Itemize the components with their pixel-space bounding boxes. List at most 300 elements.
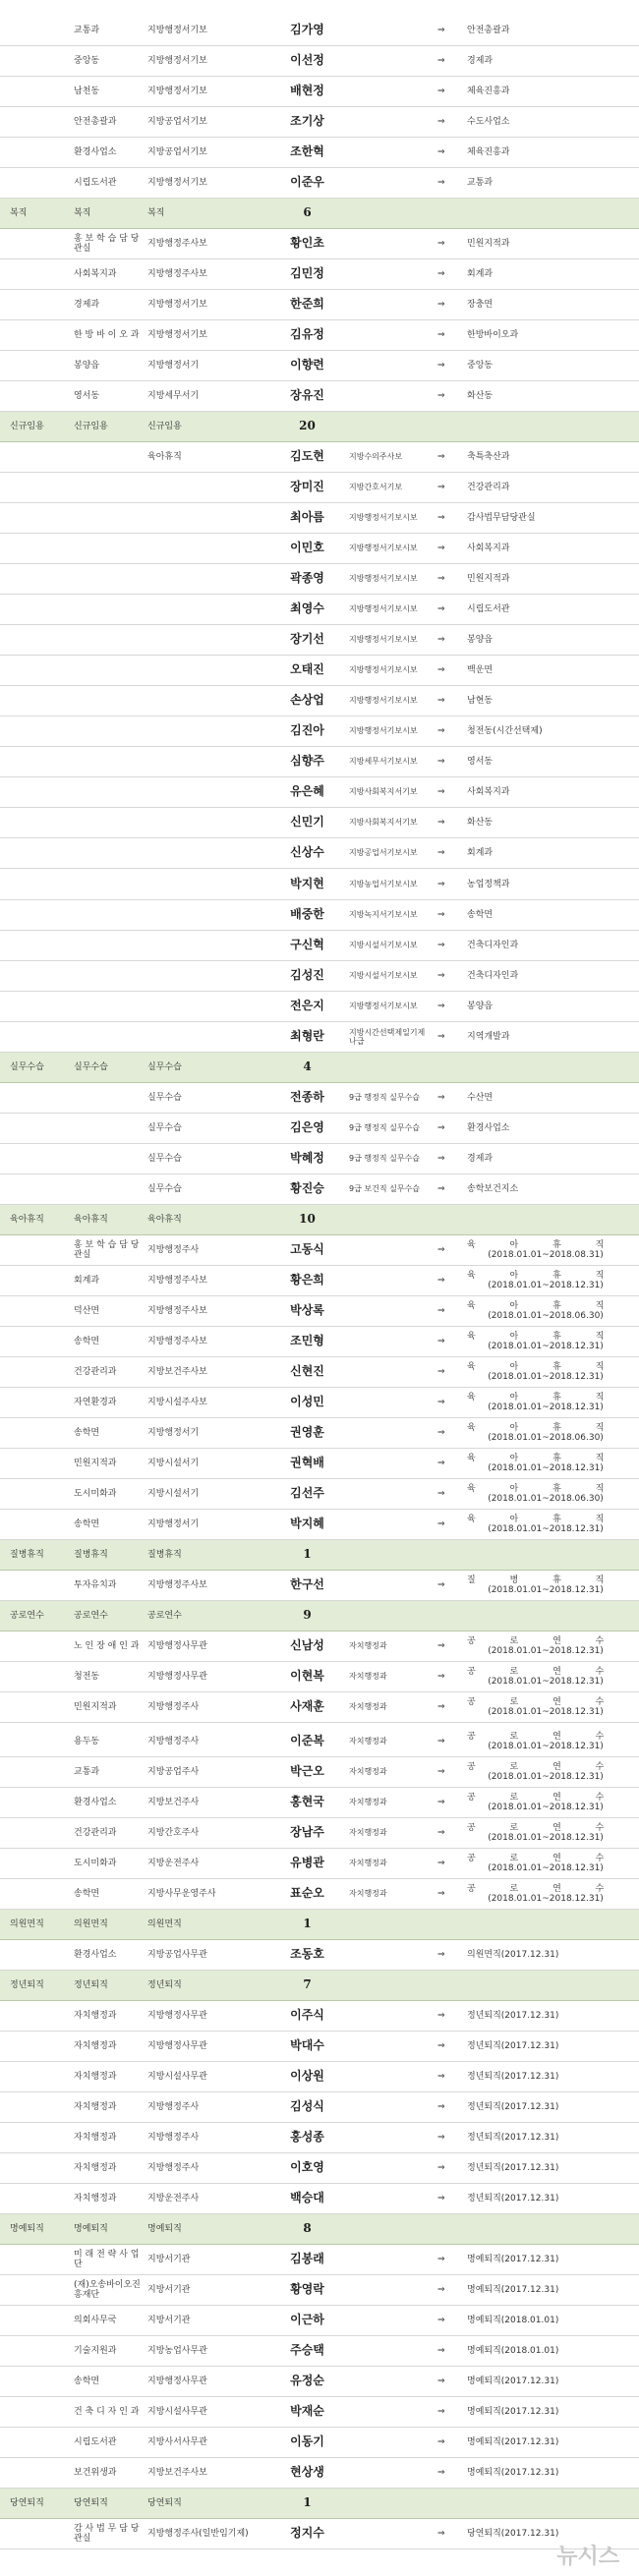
person-name: 조동호 (290, 1947, 324, 1962)
position-cell (349, 2092, 433, 2122)
status-label: 육 아 휴 직 (467, 1270, 620, 1281)
status-label: 육 아 휴 직 (467, 1361, 620, 1372)
table-row (0, 625, 639, 656)
arrow-icon: ⇒ (437, 329, 445, 340)
count-cell: 4 (303, 1059, 312, 1074)
status-label: 공 로 연 수 (467, 1761, 620, 1772)
position-cell: 자치행정과 (349, 1828, 387, 1838)
destination-cell (467, 1971, 629, 2000)
table-row (0, 2397, 639, 2428)
rank-cell: 지방행정사무관 (147, 1640, 207, 1651)
department-cell: 덕산면 (74, 1305, 100, 1316)
person-name: 이민호 (290, 541, 324, 555)
destination-cell (467, 1662, 624, 1691)
destination-cell (467, 1849, 624, 1878)
destination-cell: 수도사업소 (467, 116, 510, 127)
person-name: 이근하 (290, 2313, 324, 2327)
position-cell (349, 1357, 433, 1387)
arrow-icon: ⇒ (437, 1518, 445, 1529)
position-cell (349, 1388, 433, 1417)
category-cell (10, 1571, 64, 1600)
category-header-row (0, 2489, 639, 2519)
status-label: 공 로 연 수 (467, 1792, 620, 1803)
category-cell (10, 595, 64, 624)
person-name: 장미진 (290, 480, 324, 494)
rank-cell: 실무수습 (147, 1122, 182, 1133)
person-name: 이향련 (290, 358, 324, 372)
category-cell: 당연퇴직 (10, 2497, 44, 2508)
arrow-icon: ⇒ (437, 573, 445, 584)
table-row (0, 2032, 639, 2062)
category-cell (10, 1479, 64, 1509)
arrow-icon: ⇒ (437, 299, 445, 310)
destination-cell (467, 1692, 624, 1722)
personnel-section-3 (0, 1727, 639, 2549)
department-cell: 미 래 전 략 사 업단 (74, 2249, 140, 2269)
arrow-icon: ⇒ (437, 2071, 445, 2082)
rank-cell (147, 716, 265, 746)
position-cell (349, 138, 433, 167)
position-cell: 자치행정과 (349, 1859, 387, 1868)
arrow-icon: ⇒ (437, 1640, 445, 1651)
department-cell: 건 축 디 자 인 과 (74, 2406, 140, 2417)
category-cell: 질병휴직 (10, 1549, 44, 1560)
rank-cell (147, 534, 265, 563)
position-cell (349, 77, 433, 106)
department-cell (74, 992, 143, 1021)
person-name: 신민기 (290, 815, 324, 830)
person-name: 권영훈 (290, 1425, 324, 1440)
table-row (0, 2275, 639, 2306)
destination-cell: 화산동 (467, 817, 494, 828)
category-cell (10, 808, 64, 837)
rank-cell: 지방서기관 (147, 2284, 191, 2295)
arrow-icon: ⇒ (437, 1579, 445, 1590)
person-name: 박지혜 (290, 1517, 324, 1531)
rank-cell: 실무수습 (147, 1153, 182, 1164)
category-header-row (0, 1540, 639, 1571)
rank-cell: 지방행정서기보 (147, 86, 207, 96)
table-row (0, 1083, 639, 1114)
arrow-icon: ⇒ (437, 86, 445, 96)
position-cell (349, 2336, 433, 2366)
table-row (0, 2153, 639, 2184)
arrow-icon: ⇒ (437, 1488, 445, 1499)
table-row (0, 2123, 639, 2153)
arrow-icon: ⇒ (437, 603, 445, 614)
arrow-icon: ⇒ (437, 1153, 445, 1164)
department-cell: 송학면 (74, 1888, 100, 1899)
position-cell: 지방세무서기보시보 (349, 757, 418, 767)
department-cell (74, 686, 143, 716)
category-cell (10, 2306, 64, 2335)
table-row (0, 2458, 639, 2489)
position-cell (349, 1235, 433, 1265)
rank-cell: 지방행정주사(일반임기제) (147, 2528, 249, 2539)
arrow-icon: ⇒ (437, 2436, 445, 2447)
category-cell (10, 1296, 64, 1326)
position-cell (349, 290, 433, 319)
rank-cell: 지방행정주사보 (147, 238, 207, 249)
destination-cell: 명예퇴직(2018.01.01) (467, 2315, 559, 2325)
category-cell (10, 686, 64, 716)
position-cell (349, 2458, 433, 2488)
person-name: 박지현 (290, 877, 324, 891)
arrow-icon: ⇒ (437, 2345, 445, 2356)
table-row (0, 747, 639, 777)
position-cell (349, 1971, 433, 2000)
position-cell (349, 2214, 433, 2244)
category-cell: 신규임용 (10, 421, 44, 431)
destination-cell: 체육진흥과 (467, 86, 510, 96)
person-name: 김유정 (290, 327, 324, 342)
position-cell: 9급 행정직 실무수습 (349, 1093, 420, 1103)
destination-cell (467, 1388, 624, 1417)
table-row (0, 442, 639, 473)
position-cell (349, 2306, 433, 2335)
status-label: 육 아 휴 직 (467, 1453, 620, 1463)
rank-cell: 지방보건주사 (147, 1797, 200, 1807)
position-cell (349, 1205, 433, 1234)
count-cell: 1 (303, 1547, 312, 1562)
destination-cell: 명예퇴직(2017.12.31) (467, 2436, 559, 2447)
destination-cell: 당연퇴직(2017.12.31) (467, 2528, 559, 2539)
destination-cell (467, 1205, 629, 1234)
category-cell (10, 1727, 64, 1756)
rank-cell: 지방행정주사 (147, 1701, 200, 1712)
table-row (0, 1788, 639, 1818)
table-row (0, 1879, 639, 1910)
position-cell (349, 1540, 433, 1570)
person-name: 이현복 (290, 1669, 324, 1684)
department-cell: 기술지원과 (74, 2345, 117, 2356)
destination-cell: 정년퇴직(2017.12.31) (467, 2010, 559, 2021)
person-name: 황은희 (290, 1273, 324, 1288)
status-label: 육 아 휴 직 (467, 1331, 620, 1342)
rank-cell: 지방행정서기보 (147, 177, 207, 188)
department-cell: 의회사무국 (74, 2315, 117, 2325)
category-cell (10, 320, 64, 350)
destination-cell: 감사법무담당관실 (467, 512, 536, 523)
destination-cell: 민원지적과 (467, 573, 510, 584)
department-cell: 환경사업소 (74, 1949, 117, 1960)
arrow-icon: ⇒ (437, 1092, 445, 1103)
department-cell: 복직 (74, 207, 91, 218)
rank-cell: 지방행정주사보 (147, 268, 207, 279)
count-cell: 20 (299, 419, 316, 433)
category-cell (10, 229, 64, 258)
table-row (0, 1727, 639, 1757)
category-cell: 육아휴직 (10, 1214, 44, 1225)
department-cell: 보건위생과 (74, 2467, 117, 2478)
status-period: (2018.01.01~2018.12.31) (488, 1372, 604, 1382)
rank-cell: 지방행정주사 (147, 1736, 200, 1746)
arrow-icon: ⇒ (437, 1336, 445, 1346)
department-cell: 회계과 (74, 1275, 100, 1286)
rank-cell (147, 686, 265, 716)
position-cell: 지방공업서기보시보 (349, 848, 418, 858)
table-row (0, 2184, 639, 2214)
position-cell: 9급 보건직 실무수습 (349, 1184, 420, 1194)
status-period: (2018.01.01~2018.12.31) (488, 1342, 604, 1351)
position-cell: 지방간호서기보 (349, 483, 403, 492)
category-cell (10, 16, 64, 45)
department-cell: 자치행정과 (74, 2162, 117, 2173)
person-name: 김진아 (290, 723, 324, 738)
category-cell (10, 1510, 64, 1539)
rank-cell: 육아휴직 (147, 1214, 182, 1225)
rank-cell (147, 900, 265, 930)
personnel-section-2 (0, 870, 639, 1723)
destination-cell (467, 1631, 624, 1661)
rank-cell: 지방행정서기보 (147, 25, 207, 35)
person-name: 조민형 (290, 1334, 324, 1348)
arrow-icon: ⇒ (437, 2406, 445, 2417)
department-cell: 질병휴직 (74, 1549, 108, 1560)
category-header-row (0, 1053, 639, 1083)
rank-cell (147, 625, 265, 655)
destination-cell: 교통과 (467, 177, 494, 188)
category-cell (10, 1757, 64, 1787)
destination-cell: 지역개발과 (467, 1031, 510, 1042)
department-cell: 육아휴직 (74, 1214, 108, 1225)
person-name: 유정순 (290, 2374, 324, 2388)
person-name: 손상업 (290, 693, 324, 708)
category-cell (10, 870, 64, 899)
department-cell: 송학면 (74, 2376, 100, 2386)
department-cell: 신규임용 (74, 421, 108, 431)
rank-cell (147, 656, 265, 685)
department-cell: 실무수습 (74, 1061, 108, 1072)
rank-cell (147, 808, 265, 837)
position-cell: 지방행정서기보시보 (349, 696, 418, 706)
arrow-icon: ⇒ (437, 390, 445, 401)
arrow-icon: ⇒ (437, 1244, 445, 1255)
table-row (0, 1510, 639, 1540)
position-cell: 지방행정서기보시보 (349, 1002, 418, 1011)
arrow-icon: ⇒ (437, 756, 445, 767)
position-cell: 지방사회복지서기보 (349, 818, 418, 828)
status-label: 공 로 연 수 (467, 1731, 620, 1742)
position-cell (349, 2153, 433, 2183)
rank-cell: 지방서기관 (147, 2254, 191, 2264)
department-cell: 사회복지과 (74, 268, 117, 279)
person-name: 이선정 (290, 53, 324, 68)
department-cell (74, 777, 143, 807)
department-cell: 시립도서관 (74, 177, 117, 188)
category-cell (10, 931, 64, 960)
department-cell: 투자유치과 (74, 1579, 117, 1590)
destination-cell: 의원면직(2017.12.31) (467, 1949, 559, 1960)
table-row (0, 716, 639, 747)
status-period: (2018.01.01~2018.08.31) (488, 1250, 604, 1260)
status-label: 육 아 휴 직 (467, 1392, 620, 1402)
destination-cell: 영서동 (467, 756, 494, 767)
table-row (0, 870, 639, 900)
destination-cell: 사회복지과 (467, 543, 510, 553)
status-label: 공 로 연 수 (467, 1822, 620, 1833)
position-cell (349, 1418, 433, 1448)
person-name: 김가영 (290, 23, 324, 37)
destination-cell: 경제과 (467, 55, 494, 66)
position-cell: 지방행정서기보시보 (349, 513, 418, 523)
rank-cell: 지방공업주사 (147, 1766, 200, 1777)
destination-cell: 환경사업소 (467, 1122, 510, 1133)
count-cell: 1 (303, 1917, 312, 1931)
category-cell (10, 503, 64, 533)
person-name: 최영수 (290, 601, 324, 616)
rank-cell: 지방농업사무관 (147, 2345, 207, 2356)
person-name: 박대수 (290, 2038, 324, 2053)
rank-cell: 지방행정서기보 (147, 329, 207, 340)
table-row (0, 1757, 639, 1788)
rank-cell: 지방시설주사보 (147, 1397, 207, 1407)
destination-cell: 명예퇴직(2017.12.31) (467, 2467, 559, 2478)
status-label: 공 로 연 수 (467, 1853, 620, 1863)
person-name: 장기선 (290, 632, 324, 647)
destination-cell: 수산면 (467, 1092, 494, 1103)
category-cell (10, 838, 64, 868)
table-row (0, 1266, 639, 1296)
category-cell (10, 747, 64, 776)
rank-cell: 지방행정주사보 (147, 1336, 207, 1346)
position-cell: 9급 행정직 실무수습 (349, 1154, 420, 1164)
table-row (0, 564, 639, 595)
table-row (0, 1479, 639, 1510)
person-name: 유병관 (290, 1856, 324, 1870)
department-cell: 자연환경과 (74, 1397, 117, 1407)
rank-cell: 명예퇴직 (147, 2223, 182, 2234)
arrow-icon: ⇒ (437, 664, 445, 675)
rank-cell (147, 838, 265, 868)
position-cell (349, 2001, 433, 2031)
position-cell: 지방행정서기보시보 (349, 665, 418, 675)
person-name: 표순오 (290, 1886, 324, 1901)
person-name: 권혁배 (290, 1456, 324, 1470)
arrow-icon: ⇒ (437, 2254, 445, 2264)
table-row (0, 595, 639, 625)
table-row (0, 2001, 639, 2032)
arrow-icon: ⇒ (437, 1736, 445, 1746)
category-header-row (0, 1910, 639, 1940)
arrow-icon: ⇒ (437, 2132, 445, 2143)
rank-cell: 지방행정사무관 (147, 2376, 207, 2386)
department-cell: 감 사 법 무 담 당관실 (74, 2523, 140, 2544)
person-name: 오태진 (290, 662, 324, 677)
table-row (0, 290, 639, 320)
rank-cell: 실무수습 (147, 1183, 182, 1194)
destination-cell: 사회복지과 (467, 786, 510, 797)
department-cell (74, 503, 143, 533)
destination-cell: 안전총괄과 (467, 25, 510, 35)
arrow-icon: ⇒ (437, 1122, 445, 1133)
destination-cell: 청전동(시간선택제) (467, 725, 543, 736)
position-cell (349, 2123, 433, 2152)
table-row (0, 1662, 639, 1692)
destination-cell: 정년퇴직(2017.12.31) (467, 2071, 559, 2082)
department-cell: 정년퇴직 (74, 1979, 108, 1990)
position-cell (349, 16, 433, 45)
status-period: (2018.01.01~2018.06.30) (488, 1311, 604, 1321)
rank-cell: 지방서기관 (147, 2315, 191, 2325)
rank-cell: 지방행정주사보 (147, 1305, 207, 1316)
rank-cell (147, 1022, 265, 1052)
destination-cell: 남현동 (467, 695, 494, 706)
rank-cell: 지방행정주사 (147, 2101, 200, 2112)
department-cell: 민원지적과 (74, 1701, 117, 1712)
arrow-icon: ⇒ (437, 817, 445, 828)
rank-cell (147, 473, 265, 502)
department-cell: 중앙동 (74, 55, 100, 66)
person-name: 조기상 (290, 114, 324, 129)
department-cell: 시립도서관 (74, 2436, 117, 2447)
table-row (0, 16, 639, 46)
table-row (0, 1818, 639, 1849)
category-cell (10, 1818, 64, 1848)
table-row (0, 1296, 639, 1327)
position-cell (349, 351, 433, 380)
person-name: 이주식 (290, 2008, 324, 2023)
table-row (0, 1327, 639, 1357)
count-cell: 7 (303, 1977, 312, 1992)
rank-cell: 지방행정주사보 (147, 1275, 207, 1286)
table-row (0, 259, 639, 290)
department-cell: 자치행정과 (74, 2101, 117, 2112)
arrow-icon: ⇒ (437, 1888, 445, 1899)
arrow-icon: ⇒ (437, 2162, 445, 2173)
table-row (0, 900, 639, 931)
rank-cell: 의원면직 (147, 1918, 182, 1929)
department-cell: 교통과 (74, 25, 100, 35)
category-cell (10, 2336, 64, 2366)
position-cell (349, 168, 433, 198)
table-row (0, 351, 639, 381)
category-header-row (0, 1971, 639, 2001)
department-cell (74, 838, 143, 868)
position-cell (349, 1479, 433, 1509)
destination-cell (467, 1266, 624, 1295)
table-row (0, 473, 639, 503)
department-cell: 환경사업소 (74, 1797, 117, 1807)
destination-cell: 송학보건지소 (467, 1183, 519, 1194)
person-name: 구신혁 (290, 938, 324, 952)
rank-cell: 지방공업사무관 (147, 1949, 207, 1960)
rank-cell: 지방운전주사 (147, 1858, 200, 1868)
arrow-icon: ⇒ (437, 268, 445, 279)
category-cell (10, 1449, 64, 1478)
position-cell: 자치행정과 (349, 1672, 387, 1682)
destination-cell: 체육진흥과 (467, 146, 510, 157)
rank-cell: 지방행정서기 (147, 360, 200, 371)
category-cell (10, 1235, 64, 1265)
destination-cell: 축특축산과 (467, 451, 510, 462)
rank-cell: 지방행정주사보 (147, 1579, 207, 1590)
category-cell (10, 1144, 64, 1174)
category-cell (10, 290, 64, 319)
table-row (0, 1022, 639, 1053)
destination-cell (467, 2214, 629, 2244)
destination-cell: 한방바이오과 (467, 329, 519, 340)
position-cell: 지방행정서기보시보 (349, 574, 418, 584)
table-row (0, 138, 639, 168)
rank-cell: 지방사서사무관 (147, 2436, 207, 2447)
category-cell (10, 1083, 64, 1113)
department-cell: 교통과 (74, 1766, 100, 1777)
department-cell (74, 473, 143, 502)
table-row (0, 1418, 639, 1449)
position-cell (349, 1571, 433, 1600)
category-cell (10, 625, 64, 655)
